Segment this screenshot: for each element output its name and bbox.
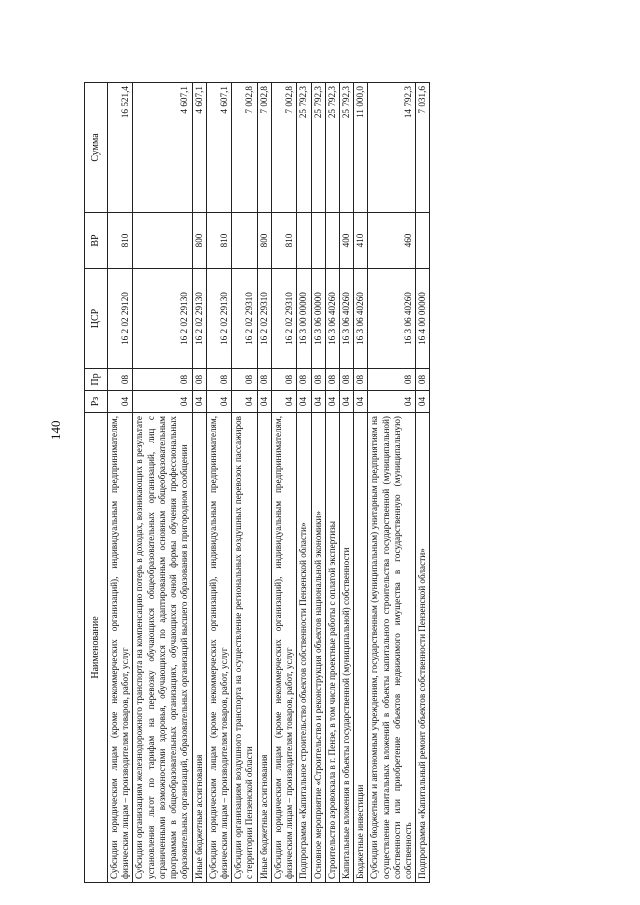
budget-table — [84, 82, 430, 883]
cell-vr — [133, 213, 192, 269]
cell-csr: 16 3 06 40260 — [339, 269, 353, 369]
cell-name: Подпрограмма «Капитальный ремонт объектов собственности Пензенской области» — [416, 413, 430, 883]
cell-vr — [325, 213, 339, 269]
cell-vr — [416, 213, 430, 269]
page-number: 140 — [48, 420, 63, 440]
cell-rz: 04 — [416, 391, 430, 413]
table-header-row — [85, 83, 108, 883]
table-row — [257, 83, 271, 883]
cell-sum: 25 792,3 — [339, 83, 353, 213]
cell-pr: 08 — [325, 369, 339, 391]
cell-pr: 08 — [416, 369, 430, 391]
cell-name: Иные бюджетные ассигнования — [257, 413, 271, 883]
cell-vr: 800 — [257, 213, 271, 269]
cell-rz: 04 — [232, 391, 257, 413]
cell-rz: 04 — [192, 391, 206, 413]
cell-csr: 16 2 02 29130 — [192, 269, 206, 369]
cell-sum: 25 792,3 — [325, 83, 339, 213]
cell-name: Строительство аэровокзала в г. Пензе, в том числе проектные работы с оплатой экспертизы — [325, 413, 339, 883]
cell-name: Основное мероприятие «Строительство и реконструкция объектов национальной экономики» — [311, 413, 325, 883]
cell-vr: 800 — [192, 213, 206, 269]
cell-vr: 810 — [271, 213, 296, 269]
cell-vr: 810 — [206, 213, 231, 269]
table-row — [325, 83, 339, 883]
cell-vr: 810 — [108, 213, 133, 269]
cell-name: Субсидии организациям железнодорожного транспорта на компенсацию потерь в доходах, возникающих в результате установления льгот по тарифам на перевозку обучающихся общеобразовательных организаций, лиц с ограниченными возможностями здоровья, обучающихся по адаптированным основным общеобразовательным программам в общеобразовательных организациях, обучающихся очной формы обучения профессиональных образовательных организаций, образовательных организаций высшего образования в пригородном сообщении — [133, 413, 192, 883]
cell-name: Субсидии юридическим лицам (кроме некоммерческих организаций), индивидуальным предпринимателям, физическим лицам – производителям товаров, работ, услуг — [206, 413, 231, 883]
table-row — [192, 83, 206, 883]
cell-name: Бюджетные инвестиции — [354, 413, 368, 883]
header-pr: Пр — [85, 369, 108, 391]
cell-sum: 7 002,8 — [257, 83, 271, 213]
table-row — [416, 83, 430, 883]
cell-sum: 7 002,8 — [271, 83, 296, 213]
cell-pr: 08 — [232, 369, 257, 391]
cell-vr: 460 — [368, 213, 416, 269]
cell-sum: 7 031,6 — [416, 83, 430, 213]
rotated-page — [84, 83, 576, 883]
cell-csr: 16 2 02 29120 — [108, 269, 133, 369]
cell-name: Субсидии бюджетным и автономным учреждениям, государственным (муниципальным) унитарным предприятиям на осуществление капитальных вложений в объекты капитального строительства государственной (муниципальной) собственности или приобретение объектов недвижимого имущества в государственную (муниципальную) собственность — [368, 413, 416, 883]
table-row — [354, 83, 368, 883]
cell-csr: 16 2 02 29130 — [133, 269, 192, 369]
cell-sum: 25 792,3 — [297, 83, 311, 213]
cell-pr: 08 — [108, 369, 133, 391]
cell-rz: 04 — [325, 391, 339, 413]
table-row — [271, 83, 296, 883]
cell-vr: 400 — [339, 213, 353, 269]
cell-pr: 08 — [311, 369, 325, 391]
table-row — [368, 83, 416, 883]
table-row — [232, 83, 257, 883]
cell-name: Субсидии юридическим лицам (кроме некоммерческих организаций), индивидуальным предпринимателям, физическим лицам – производителям товаров, работ, услуг — [108, 413, 133, 883]
cell-vr — [297, 213, 311, 269]
cell-sum: 7 002,8 — [232, 83, 257, 213]
cell-csr: 16 3 06 40260 — [354, 269, 368, 369]
cell-sum: 4 607,1 — [133, 83, 192, 213]
cell-name: Подпрограмма «Капитальное строительство объектов собственности Пензенской области» — [297, 413, 311, 883]
cell-csr: 16 3 06 40260 — [325, 269, 339, 369]
cell-rz: 04 — [108, 391, 133, 413]
cell-rz: 04 — [206, 391, 231, 413]
cell-sum: 4 607,1 — [192, 83, 206, 213]
header-name: Наименование — [85, 413, 108, 883]
cell-rz: 04 — [271, 391, 296, 413]
cell-csr: 16 2 02 29310 — [271, 269, 296, 369]
cell-pr: 08 — [354, 369, 368, 391]
cell-csr: 16 3 06 40260 — [368, 269, 416, 369]
table-row — [108, 83, 133, 883]
cell-rz: 04 — [368, 391, 416, 413]
cell-sum: 11 000,0 — [354, 83, 368, 213]
cell-pr: 08 — [368, 369, 416, 391]
cell-rz: 04 — [133, 391, 192, 413]
cell-vr — [232, 213, 257, 269]
cell-name: Капитальные вложения в объекты государственной (муниципальной) собственности — [339, 413, 353, 883]
header-csr: ЦСР — [85, 269, 108, 369]
cell-pr: 08 — [339, 369, 353, 391]
cell-rz: 04 — [311, 391, 325, 413]
cell-sum: 4 607,1 — [206, 83, 231, 213]
cell-name: Субсидии юридическим лицам (кроме некоммерческих организаций), индивидуальным предпринимателям, физическим лицам – производителям товаров, работ, услуг — [271, 413, 296, 883]
header-rz: Рз — [85, 391, 108, 413]
cell-csr: 16 4 00 00000 — [416, 269, 430, 369]
cell-pr: 08 — [192, 369, 206, 391]
table-row — [133, 83, 192, 883]
table-row — [311, 83, 325, 883]
cell-name: Субсидии организациям воздушного транспорта на осуществление региональных воздушных перевозок пассажиров с территории Пензенской области — [232, 413, 257, 883]
cell-vr: 410 — [354, 213, 368, 269]
cell-sum: 25 792,3 — [311, 83, 325, 213]
table-row — [206, 83, 231, 883]
cell-rz: 04 — [297, 391, 311, 413]
cell-rz: 04 — [257, 391, 271, 413]
cell-rz: 04 — [354, 391, 368, 413]
cell-csr: 16 3 00 00000 — [297, 269, 311, 369]
table-row — [339, 83, 353, 883]
cell-csr: 16 2 02 29310 — [232, 269, 257, 369]
cell-pr: 08 — [206, 369, 231, 391]
header-vr: ВР — [85, 213, 108, 269]
cell-name: Иные бюджетные ассигнования — [192, 413, 206, 883]
cell-pr: 08 — [257, 369, 271, 391]
table-row — [297, 83, 311, 883]
cell-csr: 16 3 06 00000 — [311, 269, 325, 369]
cell-rz: 04 — [339, 391, 353, 413]
cell-sum: 16 521,4 — [108, 83, 133, 213]
cell-pr: 08 — [297, 369, 311, 391]
cell-pr: 08 — [271, 369, 296, 391]
cell-vr — [311, 213, 325, 269]
cell-pr: 08 — [133, 369, 192, 391]
cell-sum: 14 792,3 — [368, 83, 416, 213]
header-sum: Сумма — [85, 83, 108, 213]
cell-csr: 16 2 02 29310 — [257, 269, 271, 369]
cell-csr: 16 2 02 29130 — [206, 269, 231, 369]
